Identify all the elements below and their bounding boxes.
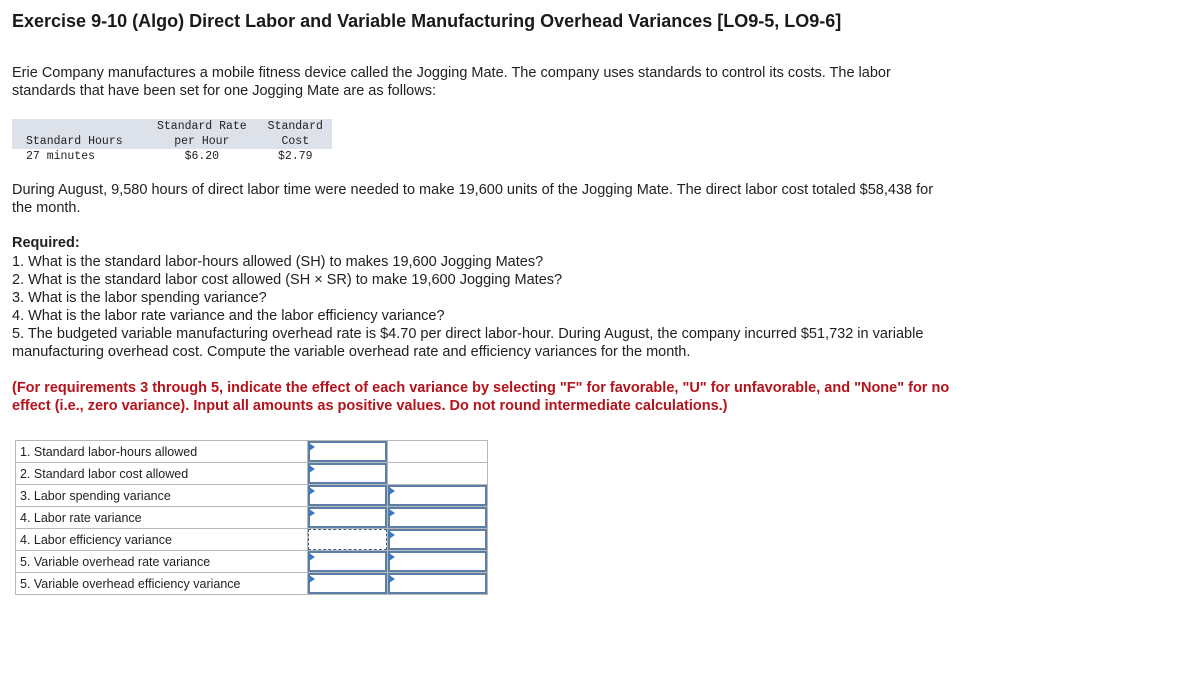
std-header-rate-line1: Standard Rate bbox=[145, 119, 258, 134]
amount-input-cell[interactable] bbox=[308, 441, 388, 463]
instruction-note: (For requirements 3 through 5, indicate the effect of each variance by selecting "F" for favorable, "U" for unfavorable, and "None" for no effect (i.e., zero variance). Input all amounts as positive values. Do not round intermediate calculations.) bbox=[12, 380, 950, 414]
input-marker-icon bbox=[309, 487, 315, 495]
august-info-text: During August, 9,580 hours of direct labor time were needed to make 19,600 units of the Jogging Mate. The direct labor cost totaled $58,438 for the month. bbox=[12, 182, 934, 216]
input-marker-icon bbox=[309, 575, 315, 583]
amount-input-cell[interactable] bbox=[308, 529, 388, 551]
input-marker-icon bbox=[309, 443, 315, 451]
amount-input[interactable] bbox=[308, 463, 387, 484]
required-heading: Required: bbox=[12, 235, 80, 251]
std-header-cost: Cost bbox=[259, 134, 332, 149]
input-marker-icon bbox=[309, 509, 315, 517]
requirement-item: 4. What is the labor rate variance and the labor efficiency variance? bbox=[12, 308, 445, 324]
amount-input-cell[interactable] bbox=[308, 573, 388, 595]
intro-text: Erie Company manufactures a mobile fitness device called the Jogging Mate. The company uses standards to control its costs. The labor standards that have been set for one Jogging Mate are as follows: bbox=[12, 65, 891, 99]
std-row bbox=[12, 149, 332, 164]
standards-table bbox=[12, 119, 332, 164]
effect-select[interactable] bbox=[388, 529, 487, 550]
amount-input-cell[interactable] bbox=[308, 507, 388, 529]
requirements-list bbox=[12, 253, 952, 361]
empty-cell bbox=[388, 463, 488, 485]
row-label: 4. Labor rate variance bbox=[16, 507, 308, 529]
dropdown-marker-icon bbox=[389, 575, 395, 583]
std-header-rate: per Hour bbox=[145, 134, 258, 149]
effect-select-cell[interactable] bbox=[388, 529, 488, 551]
amount-input[interactable] bbox=[308, 551, 387, 572]
amount-input[interactable] bbox=[308, 507, 387, 528]
page-title: Exercise 9-10 (Algo) Direct Labor and Variable Manufacturing Overhead Variances [LO9-5, LO9-6] bbox=[12, 11, 842, 31]
effect-select-cell[interactable] bbox=[388, 551, 488, 573]
table-row bbox=[16, 551, 488, 573]
effect-select-cell[interactable] bbox=[388, 507, 488, 529]
std-cost-value: $2.79 bbox=[278, 150, 313, 163]
std-header-cost-line1: Standard bbox=[259, 119, 332, 134]
std-header-hours-line1 bbox=[12, 119, 145, 134]
table-row bbox=[16, 507, 488, 529]
requirement-item: 3. What is the labor spending variance? bbox=[12, 290, 267, 306]
row-label: 1. Standard labor-hours allowed bbox=[16, 441, 308, 463]
std-header-hours: Standard Hours bbox=[12, 134, 145, 149]
empty-cell bbox=[388, 441, 488, 463]
table-row bbox=[16, 529, 488, 551]
row-label: 3. Labor spending variance bbox=[16, 485, 308, 507]
amount-input[interactable] bbox=[308, 573, 387, 594]
input-marker-icon bbox=[309, 465, 315, 473]
dropdown-marker-icon bbox=[389, 553, 395, 561]
dropdown-marker-icon bbox=[389, 531, 395, 539]
std-rate-value: $6.20 bbox=[184, 150, 220, 163]
amount-input-cell[interactable] bbox=[308, 463, 388, 485]
requirement-item: 5. The budgeted variable manufacturing overhead rate is $4.70 per direct labor-hour. During August, the company incurred $51,732 in variable manufacturing overhead cost. Compute the variable overhead rate and efficiency variances for the month. bbox=[12, 326, 924, 360]
effect-select[interactable] bbox=[388, 551, 487, 572]
table-row bbox=[16, 441, 488, 463]
dropdown-marker-icon bbox=[389, 509, 395, 517]
row-label: 5. Variable overhead rate variance bbox=[16, 551, 308, 573]
effect-select[interactable] bbox=[388, 573, 487, 594]
table-row bbox=[16, 463, 488, 485]
amount-input-cell[interactable] bbox=[308, 485, 388, 507]
amount-input-focused[interactable] bbox=[308, 529, 387, 550]
row-label: 5. Variable overhead efficiency variance bbox=[16, 573, 308, 595]
row-label: 4. Labor efficiency variance bbox=[16, 529, 308, 551]
dropdown-marker-icon bbox=[389, 487, 395, 495]
amount-input-cell[interactable] bbox=[308, 551, 388, 573]
amount-input[interactable] bbox=[308, 441, 387, 462]
std-hours-value: 27 minutes bbox=[26, 150, 96, 163]
input-marker-icon bbox=[309, 553, 315, 561]
table-row bbox=[16, 485, 488, 507]
effect-select[interactable] bbox=[388, 507, 487, 528]
effect-select-cell[interactable] bbox=[388, 485, 488, 507]
row-label: 2. Standard labor cost allowed bbox=[16, 463, 308, 485]
answer-table bbox=[15, 440, 488, 595]
table-row bbox=[16, 573, 488, 595]
requirement-item: 1. What is the standard labor-hours allowed (SH) to makes 19,600 Jogging Mates? bbox=[12, 254, 544, 270]
effect-select-cell[interactable] bbox=[388, 573, 488, 595]
requirement-item: 2. What is the standard labor cost allowed (SH × SR) to make 19,600 Jogging Mates? bbox=[12, 272, 563, 288]
effect-select[interactable] bbox=[388, 485, 487, 506]
amount-input[interactable] bbox=[308, 485, 387, 506]
